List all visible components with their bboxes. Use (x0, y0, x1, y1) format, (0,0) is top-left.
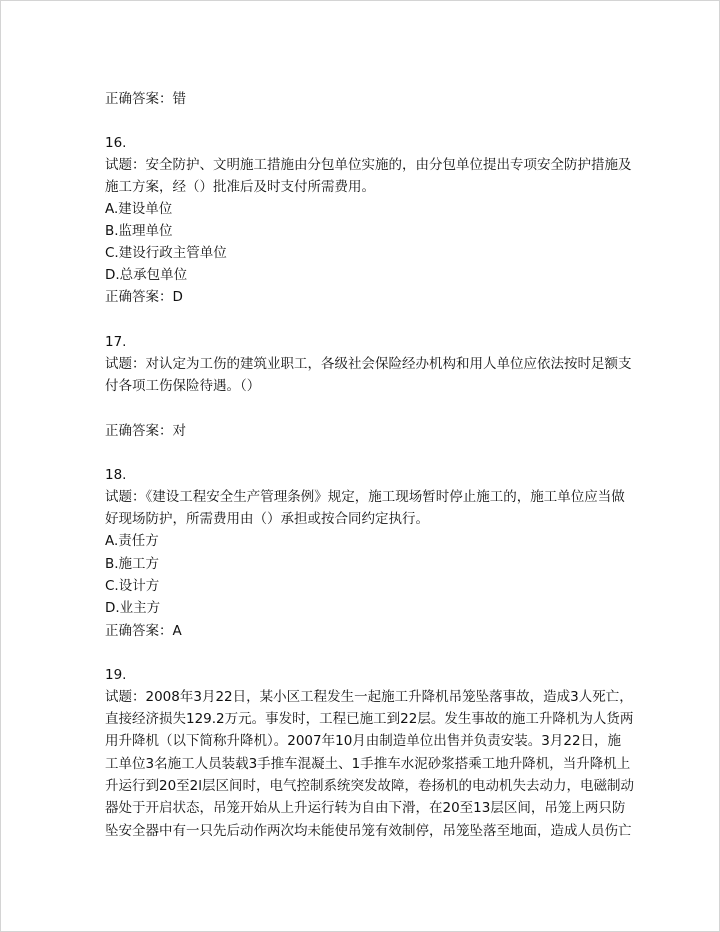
q18-option-b: B.施工方 (105, 556, 160, 572)
q16-option-b: B.监理单位 (105, 223, 173, 239)
q19-number: 19. (105, 667, 127, 683)
q16-option-c: C.建设行政主管单位 (105, 245, 227, 261)
q18-option-c: C.设计方 (105, 578, 160, 594)
q19-stem-line-1: 试题：2008年3月22日，某小区工程发生一起施工升降机吊笼坠落事故，造成3人死亡， (105, 689, 633, 705)
q18-stem-line-2: 好现场防护，所需费用由（）承担或按合同约定执行。 (105, 511, 429, 527)
q18-answer: 正确答案：A (105, 623, 182, 639)
q17-stem-line-2: 付各项工伤保险待遇。（） (105, 378, 261, 394)
q19-stem-line-3: 用升降机（以下简称升降机）。2007年10月由制造单位出售并负责安装。3月22日，施 (105, 733, 622, 749)
q19-stem-line-5: 升运行到20至2l层区间时，电气控制系统突发故障，卷扬机的电动机失去动力，电磁制动 (105, 778, 635, 794)
q16-option-a: A.建设单位 (105, 201, 173, 217)
q16-option-d: D.总承包单位 (105, 267, 188, 283)
q15-answer: 正确答案：错 (105, 91, 186, 107)
q18-stem-line-1: 试题：《建设工程安全生产管理条例》规定，施工现场暂时停止施工的，施工单位应当做 (105, 489, 625, 505)
q19-stem-line-4: 工单位3名施工人员装载3手推车混凝土、1手推车水泥砂浆搭乘工地升降机，当升降机上 (105, 756, 631, 772)
q19-stem-line-7: 坠安全器中有一只先后动作两次均未能使吊笼有效制停，吊笼坠落至地面，造成人员伤亡 (105, 823, 632, 839)
q19-stem-line-6: 器处于开启状态，吊笼开始从上升运行转为自由下滑，在20至13层区间，吊笼上两只防 (105, 800, 626, 816)
q16-stem-line-1: 试题：安全防护、文明施工措施由分包单位实施的，由分包单位提出专项安全防护措施及 (105, 157, 632, 173)
q16-number: 16. (105, 135, 127, 151)
q18-option-a: A.责任方 (105, 533, 159, 549)
q18-option-d: D.业主方 (105, 600, 161, 616)
q17-stem-line-1: 试题：对认定为工伤的建筑业职工，各级社会保险经办机构和用人单位应依法按时足额支 (105, 356, 632, 372)
q18-number: 18. (105, 467, 127, 483)
q16-answer: 正确答案：D (105, 289, 183, 305)
q16-stem-line-2: 施工方案，经（）批准后及时支付所需费用。 (105, 179, 375, 195)
q17-number: 17. (105, 334, 127, 350)
q17-answer: 正确答案：对 (105, 423, 186, 439)
q19-stem-line-2: 直接经济损失129.2万元。事发时，工程已施工到22层。发生事故的施工升降机为人货两 (105, 711, 634, 727)
